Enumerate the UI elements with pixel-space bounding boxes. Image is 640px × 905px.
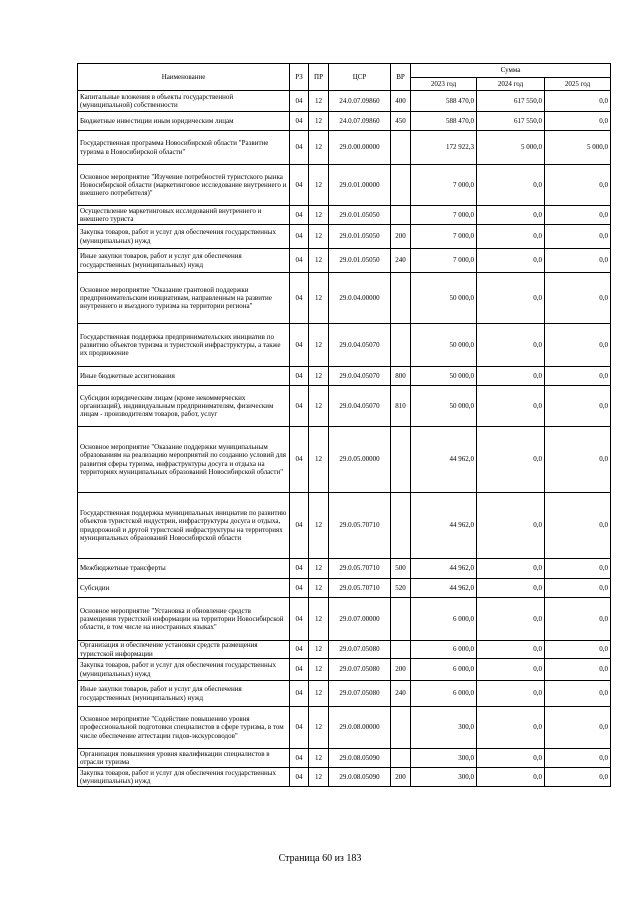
cell-vr [391, 427, 411, 493]
cell-2024: 0,0 [477, 249, 545, 273]
cell-name: Организация и обеспечение установки средств размещения туристской информации [78, 641, 290, 659]
cell-2023: 6 000,0 [411, 681, 477, 707]
table-row [78, 324, 611, 367]
cell-csr: 24.0.07.09860 [329, 112, 391, 131]
cell-2023: 44 962,0 [411, 579, 477, 598]
cell-2025: 0,0 [545, 112, 611, 131]
header-vr: ВР [391, 64, 411, 91]
cell-pr: 12 [309, 273, 329, 324]
cell-vr [391, 641, 411, 659]
cell-csr: 29.0.05.70710 [329, 559, 391, 579]
header-year-2023: 2023 год [411, 78, 477, 91]
cell-vr: 200 [391, 768, 411, 787]
cell-vr: 520 [391, 579, 411, 598]
cell-vr [391, 131, 411, 165]
cell-2025: 0,0 [545, 367, 611, 386]
cell-vr [391, 598, 411, 641]
header-name: Наименование [78, 64, 290, 91]
header-sum: Сумма [411, 64, 611, 78]
header-year-2024: 2024 год [477, 78, 545, 91]
cell-pr: 12 [309, 681, 329, 707]
cell-2023: 6 000,0 [411, 641, 477, 659]
cell-name: Бюджетные инвестиции иным юридическим лицам [78, 112, 290, 131]
table-row [78, 749, 611, 768]
header-pr: ПР [309, 64, 329, 91]
cell-2024: 0,0 [477, 493, 545, 559]
cell-pr: 12 [309, 91, 329, 112]
cell-2024: 0,0 [477, 641, 545, 659]
cell-rz: 04 [290, 386, 309, 427]
cell-2024: 0,0 [477, 681, 545, 707]
cell-name: Основное мероприятие "Оказание грантовой поддержки предпринимательским инициативам, направленным на развитие внутреннего и въездного туризма на территории региона" [78, 273, 290, 324]
cell-vr [391, 324, 411, 367]
cell-rz: 04 [290, 641, 309, 659]
header-rz: РЗ [290, 64, 309, 91]
cell-rz: 04 [290, 598, 309, 641]
cell-vr [391, 273, 411, 324]
cell-2025: 0,0 [545, 427, 611, 493]
cell-pr: 12 [309, 131, 329, 165]
cell-vr: 810 [391, 386, 411, 427]
cell-pr: 12 [309, 367, 329, 386]
cell-csr: 29.0.01.05050 [329, 206, 391, 225]
cell-csr: 29.0.00.00000 [329, 131, 391, 165]
cell-2023: 300,0 [411, 707, 477, 749]
table-row [78, 131, 611, 165]
cell-vr [391, 749, 411, 768]
cell-rz: 04 [290, 249, 309, 273]
cell-rz: 04 [290, 273, 309, 324]
header-csr: ЦСР [329, 64, 391, 91]
table-row [78, 641, 611, 659]
table-row [78, 386, 611, 427]
cell-vr [391, 165, 411, 206]
cell-name: Осуществление маркетинговых исследований внутреннего и внешнего туриста [78, 206, 290, 225]
cell-2023: 7 000,0 [411, 206, 477, 225]
cell-csr: 29.0.04.05070 [329, 367, 391, 386]
table-row [78, 225, 611, 249]
table-row [78, 367, 611, 386]
cell-csr: 29.0.01.00000 [329, 165, 391, 206]
cell-2025: 0,0 [545, 641, 611, 659]
cell-pr: 12 [309, 707, 329, 749]
cell-rz: 04 [290, 707, 309, 749]
cell-rz: 04 [290, 131, 309, 165]
table-row [78, 768, 611, 787]
cell-2023: 44 962,0 [411, 559, 477, 579]
table-row [78, 249, 611, 273]
cell-pr: 12 [309, 559, 329, 579]
cell-vr: 400 [391, 91, 411, 112]
cell-vr [391, 206, 411, 225]
table-row [78, 493, 611, 559]
cell-2024: 617 550,0 [477, 112, 545, 131]
cell-vr: 200 [391, 225, 411, 249]
cell-csr: 29.0.05.00000 [329, 427, 391, 493]
cell-pr: 12 [309, 427, 329, 493]
cell-2025: 0,0 [545, 91, 611, 112]
cell-name: Государственная поддержка предпринимательских инициатив по развитию объектов туризма и туристской инфраструктуры, а также их продвижение [78, 324, 290, 367]
cell-csr: 29.0.05.70710 [329, 579, 391, 598]
cell-2025: 0,0 [545, 165, 611, 206]
cell-rz: 04 [290, 206, 309, 225]
cell-2024: 5 000,0 [477, 131, 545, 165]
table-row [78, 707, 611, 749]
cell-rz: 04 [290, 367, 309, 386]
cell-2023: 6 000,0 [411, 598, 477, 641]
cell-rz: 04 [290, 225, 309, 249]
cell-2024: 617 550,0 [477, 91, 545, 112]
cell-rz: 04 [290, 659, 309, 681]
cell-pr: 12 [309, 206, 329, 225]
table-row [78, 427, 611, 493]
table-row [78, 559, 611, 579]
cell-vr [391, 493, 411, 559]
table-row [78, 273, 611, 324]
cell-csr: 29.0.04.05070 [329, 324, 391, 367]
cell-name: Иные бюджетные ассигнования [78, 367, 290, 386]
budget-table [77, 63, 611, 787]
cell-pr: 12 [309, 749, 329, 768]
cell-pr: 12 [309, 579, 329, 598]
cell-name: Организация повышения уровня квалификации специалистов в отрасли туризма [78, 749, 290, 768]
cell-name: Основное мероприятие "Установка и обновление средств размещения туристской информации на территории Новосибирской области, в том числе на иностранных языках" [78, 598, 290, 641]
cell-vr: 240 [391, 681, 411, 707]
cell-csr: 29.0.01.05050 [329, 249, 391, 273]
cell-vr: 450 [391, 112, 411, 131]
cell-rz: 04 [290, 749, 309, 768]
cell-2024: 0,0 [477, 598, 545, 641]
cell-pr: 12 [309, 641, 329, 659]
cell-rz: 04 [290, 165, 309, 206]
cell-2025: 0,0 [545, 493, 611, 559]
cell-2023: 300,0 [411, 768, 477, 787]
cell-vr: 240 [391, 249, 411, 273]
cell-name: Государственная программа Новосибирской области "Развитие туризма в Новосибирской области" [78, 131, 290, 165]
cell-pr: 12 [309, 659, 329, 681]
cell-pr: 12 [309, 493, 329, 559]
cell-pr: 12 [309, 768, 329, 787]
cell-2024: 0,0 [477, 768, 545, 787]
cell-2025: 0,0 [545, 559, 611, 579]
cell-rz: 04 [290, 579, 309, 598]
cell-csr: 29.0.04.05070 [329, 386, 391, 427]
cell-rz: 04 [290, 112, 309, 131]
table-row [78, 91, 611, 112]
cell-2024: 0,0 [477, 206, 545, 225]
cell-name: Закупка товаров, работ и услуг для обеспечения государственных (муниципальных) нужд [78, 225, 290, 249]
cell-name: Капитальные вложения в объекты государственной (муниципальной) собственности [78, 91, 290, 112]
cell-name: Субсидии юридическим лицам (кроме некоммерческих организаций), индивидуальным предпринимателям, физическим лицам - производителям товаров, работ, услуг [78, 386, 290, 427]
cell-2023: 6 000,0 [411, 659, 477, 681]
cell-pr: 12 [309, 324, 329, 367]
cell-2025: 0,0 [545, 768, 611, 787]
cell-2023: 50 000,0 [411, 324, 477, 367]
cell-2024: 0,0 [477, 225, 545, 249]
cell-pr: 12 [309, 598, 329, 641]
cell-2023: 172 922,3 [411, 131, 477, 165]
cell-2024: 0,0 [477, 579, 545, 598]
cell-rz: 04 [290, 768, 309, 787]
cell-name: Государственная поддержка муниципальных инициатив по развитию объектов туристской индустрии, инфраструктуры досуга и отдыха, придорожной и другой туристской инфраструктуры на территориях муниципальных образований Новосибирской области [78, 493, 290, 559]
cell-name: Основное мероприятие "Оказание поддержки муниципальным образованиям на реализацию мероприятий по созданию условий для развития сферы туризма, инфраструктуры досуга и отдыха на территориях муниципальных образований Новосибирской области" [78, 427, 290, 493]
cell-2025: 0,0 [545, 206, 611, 225]
cell-rz: 04 [290, 324, 309, 367]
cell-2024: 0,0 [477, 427, 545, 493]
cell-pr: 12 [309, 225, 329, 249]
table-row [78, 659, 611, 681]
cell-2023: 50 000,0 [411, 386, 477, 427]
cell-rz: 04 [290, 493, 309, 559]
cell-2023: 7 000,0 [411, 225, 477, 249]
page-number: Страница 60 из 183 [278, 853, 362, 864]
cell-name: Закупка товаров, работ и услуг для обеспечения государственных (муниципальных) нужд [78, 659, 290, 681]
table-row [78, 598, 611, 641]
cell-rz: 04 [290, 91, 309, 112]
cell-csr: 29.0.01.05050 [329, 225, 391, 249]
cell-2023: 588 470,0 [411, 112, 477, 131]
cell-name: Субсидии [78, 579, 290, 598]
cell-2024: 0,0 [477, 559, 545, 579]
cell-pr: 12 [309, 249, 329, 273]
cell-name: Основное мероприятие "Изучение потребностей туристского рынка Новосибирской области (маркетинговое исследование внутреннего и внешнего потребителя)" [78, 165, 290, 206]
cell-csr: 29.0.07.05080 [329, 659, 391, 681]
cell-2023: 7 000,0 [411, 165, 477, 206]
cell-2025: 5 000,0 [545, 131, 611, 165]
cell-2023: 50 000,0 [411, 273, 477, 324]
cell-csr: 29.0.05.70710 [329, 493, 391, 559]
cell-2025: 0,0 [545, 225, 611, 249]
cell-2024: 0,0 [477, 386, 545, 427]
header-year-2025: 2025 год [545, 78, 611, 91]
cell-vr [391, 707, 411, 749]
cell-2024: 0,0 [477, 659, 545, 681]
cell-2025: 0,0 [545, 659, 611, 681]
cell-2025: 0,0 [545, 579, 611, 598]
cell-2025: 0,0 [545, 386, 611, 427]
cell-name: Межбюджетные трансферты [78, 559, 290, 579]
table-row [78, 112, 611, 131]
cell-rz: 04 [290, 427, 309, 493]
cell-2025: 0,0 [545, 273, 611, 324]
cell-vr: 500 [391, 559, 411, 579]
cell-pr: 12 [309, 165, 329, 206]
cell-csr: 29.0.07.05080 [329, 681, 391, 707]
cell-2024: 0,0 [477, 707, 545, 749]
cell-2024: 0,0 [477, 324, 545, 367]
cell-2025: 0,0 [545, 681, 611, 707]
cell-2024: 0,0 [477, 273, 545, 324]
cell-vr: 200 [391, 659, 411, 681]
cell-csr: 29.0.08.05090 [329, 768, 391, 787]
cell-2024: 0,0 [477, 165, 545, 206]
cell-2023: 50 000,0 [411, 367, 477, 386]
cell-2023: 44 962,0 [411, 427, 477, 493]
cell-2023: 300,0 [411, 749, 477, 768]
cell-name: Закупка товаров, работ и услуг для обеспечения государственных (муниципальных) нужд [78, 768, 290, 787]
cell-2025: 0,0 [545, 249, 611, 273]
cell-2025: 0,0 [545, 598, 611, 641]
cell-name: Основное мероприятие "Содействие повышению уровня профессиональной подготовки специалистов в сфере туризма, в том числе обеспечение аттестации гидов-экскурсоводов" [78, 707, 290, 749]
cell-rz: 04 [290, 559, 309, 579]
cell-csr: 29.0.07.05080 [329, 641, 391, 659]
table-body [78, 91, 611, 787]
cell-2025: 0,0 [545, 324, 611, 367]
cell-csr: 24.0.07.09860 [329, 91, 391, 112]
table-row [78, 681, 611, 707]
table-row [78, 206, 611, 225]
cell-name: Иные закупки товаров, работ и услуг для обеспечения государственных (муниципальных) нужд [78, 249, 290, 273]
cell-csr: 29.0.08.00000 [329, 707, 391, 749]
table-row [78, 579, 611, 598]
cell-2023: 588 470,0 [411, 91, 477, 112]
cell-2023: 7 000,0 [411, 249, 477, 273]
cell-2024: 0,0 [477, 749, 545, 768]
cell-rz: 04 [290, 681, 309, 707]
table-row [78, 165, 611, 206]
cell-csr: 29.0.07.00000 [329, 598, 391, 641]
cell-pr: 12 [309, 386, 329, 427]
cell-2025: 0,0 [545, 707, 611, 749]
cell-pr: 12 [309, 112, 329, 131]
cell-csr: 29.0.04.00000 [329, 273, 391, 324]
cell-2024: 0,0 [477, 367, 545, 386]
cell-name: Иные закупки товаров, работ и услуг для обеспечения государственных (муниципальных) нужд [78, 681, 290, 707]
cell-vr: 800 [391, 367, 411, 386]
cell-2023: 44 962,0 [411, 493, 477, 559]
cell-2025: 0,0 [545, 749, 611, 768]
cell-csr: 29.0.08.05090 [329, 749, 391, 768]
